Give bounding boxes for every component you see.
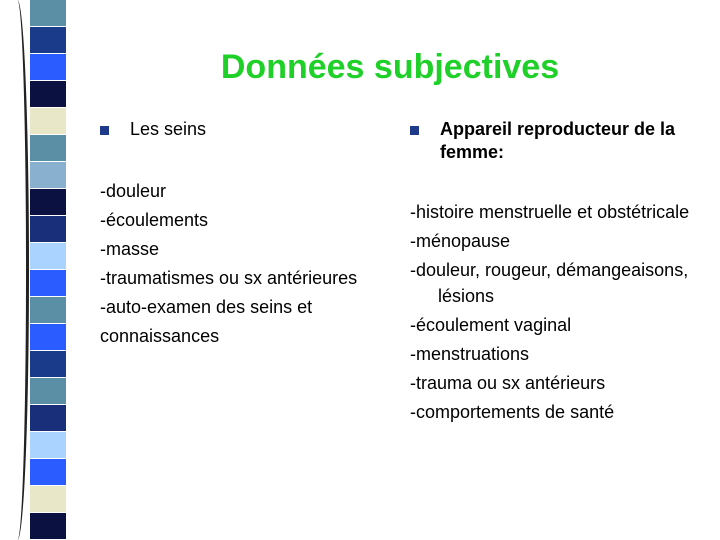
strip-square — [30, 405, 66, 431]
right-heading-text: Appareil reproducteur de la femme: — [440, 119, 676, 162]
strip-square — [30, 243, 66, 269]
list-item: -menstruations — [410, 343, 530, 364]
list-item: -ménopause — [410, 231, 511, 251]
list-item: -douleur, rougeur, démangeaisons, lésions — [410, 260, 689, 306]
strip-square — [30, 513, 66, 539]
list-item: -douleur — [100, 181, 167, 201]
strip-squares — [30, 0, 66, 540]
slide-title: Données subjectives — [220, 48, 560, 86]
right-column — [410, 118, 710, 429]
right-list — [410, 200, 710, 425]
decorative-strip — [0, 0, 68, 540]
left-column — [100, 118, 400, 351]
strip-square — [30, 432, 66, 458]
strip-square — [30, 0, 66, 26]
strip-square — [30, 216, 66, 242]
strip-square — [30, 27, 66, 53]
list-item: -écoulement vaginal — [410, 314, 572, 335]
strip-square — [30, 54, 66, 80]
right-heading — [410, 118, 710, 164]
list-item: -traumatismes ou sx antérieures — [100, 268, 358, 288]
strip-square — [30, 81, 66, 107]
strip-square — [30, 135, 66, 161]
strip-square — [30, 189, 66, 215]
square-bullet-icon — [410, 126, 419, 135]
strip-square — [30, 297, 66, 323]
list-item: -trauma ou sx antérieurs — [410, 372, 606, 393]
left-heading-text: Les seins — [130, 119, 207, 139]
strip-square — [30, 378, 66, 404]
list-item: -histoire menstruelle et obstétricale — [410, 202, 690, 222]
strip-square — [30, 162, 66, 188]
strip-square — [30, 486, 66, 512]
left-list — [100, 177, 400, 351]
list-item: -comportements de santé — [410, 401, 615, 422]
strip-square — [30, 108, 66, 134]
strip-square — [30, 459, 66, 485]
strip-square — [30, 351, 66, 377]
list-item: -auto-examen des seins et connaissances — [100, 297, 313, 346]
strip-square — [30, 270, 66, 296]
strip-edge — [0, 0, 29, 540]
square-bullet-icon — [100, 126, 109, 135]
strip-square — [30, 324, 66, 350]
list-item: -masse — [100, 239, 160, 259]
left-heading — [100, 118, 400, 141]
list-item: -écoulements — [100, 210, 209, 230]
